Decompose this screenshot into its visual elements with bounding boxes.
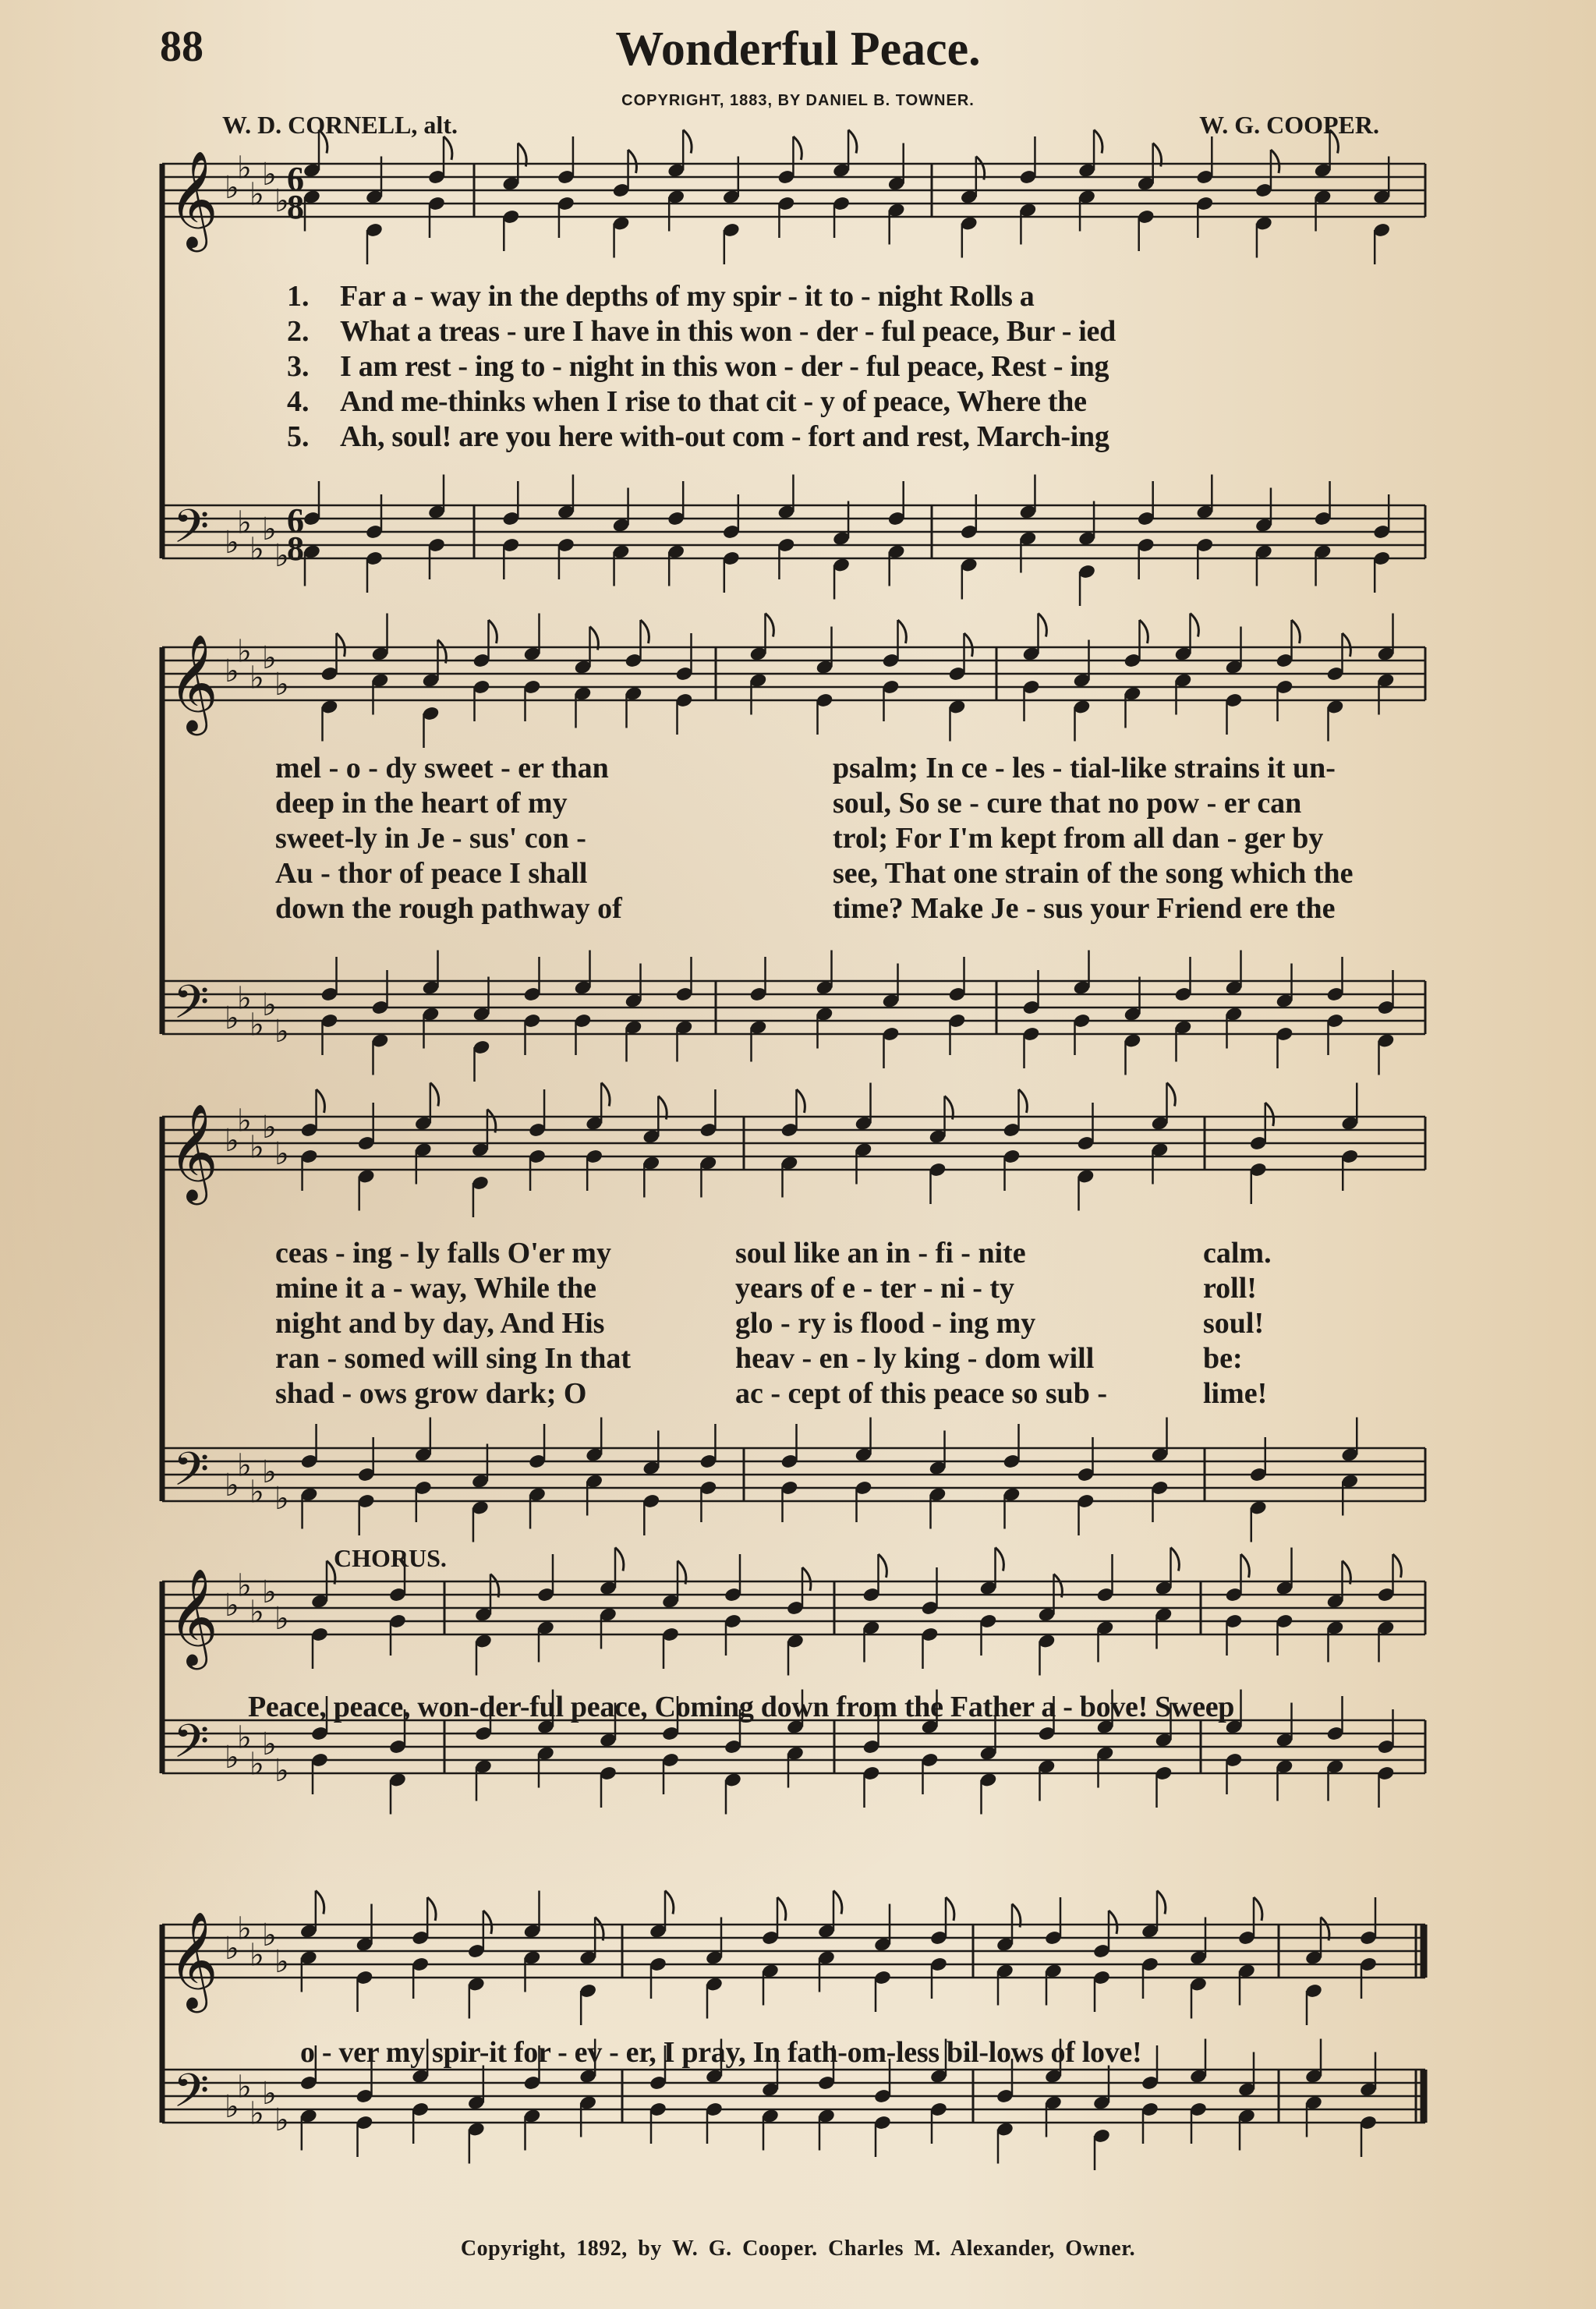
- verse-text: lime!: [1203, 1377, 1268, 1410]
- verse-line: [275, 821, 1390, 856]
- verse-text: sweet-ly in Je - sus' con -: [275, 822, 586, 855]
- flat-sign: ♭: [249, 1474, 264, 1510]
- verse-line: [287, 279, 1386, 314]
- note-flag: [1109, 1911, 1117, 1934]
- time-signature-bottom: 8: [287, 529, 304, 568]
- note-flag: [665, 1891, 674, 1914]
- lyricist: W. D. CORNELL, alt.: [222, 111, 458, 139]
- footer-copyright: Copyright, 1892, by W. G. Cooper. Charles M. Alexander, Owner.: [460, 2236, 1136, 2261]
- verse-number: 3.: [287, 350, 310, 383]
- flat-sign: ♭: [274, 2102, 289, 2138]
- note-flag: [848, 130, 857, 154]
- verse-text: down the rough pathway of: [275, 892, 622, 925]
- verse-line: [287, 420, 1386, 455]
- time-signature-bottom: 8: [287, 188, 304, 226]
- note-flag: [427, 1897, 436, 1921]
- note-flag: [766, 614, 774, 637]
- flat-sign: ♭: [225, 653, 239, 689]
- verse-line: [287, 349, 1386, 384]
- flat-sign: ♭: [249, 1937, 264, 1974]
- flat-sign: ♭: [237, 150, 252, 186]
- flat-sign: ♭: [225, 1468, 239, 1503]
- flat-sign: ♭: [249, 1594, 264, 1631]
- flat-sign: ♭: [274, 1601, 289, 1637]
- flat-sign: ♭: [262, 512, 277, 547]
- flat-sign: ♭: [225, 1000, 239, 1036]
- flat-sign: ♭: [249, 660, 264, 696]
- flat-sign: ♭: [274, 1481, 289, 1517]
- bass-clef: 𝄢: [173, 2063, 210, 2129]
- bass-clef: 𝄢: [173, 975, 210, 1040]
- verse-text: years of e - ter - ni - ty: [735, 1272, 1015, 1305]
- note-flag: [1094, 130, 1102, 154]
- note-flag: [601, 1083, 610, 1107]
- note-flag: [777, 1897, 786, 1921]
- note-flag: [833, 1891, 842, 1914]
- verse-text: Ah, soul! are you here with-out com - fort and rest, March-ing: [340, 420, 1109, 453]
- note-flag: [641, 620, 649, 643]
- note-flag: [1254, 1897, 1262, 1921]
- verse-text: I am rest - ing to - night in this won - der - ful peace, Rest - ing: [340, 350, 1109, 383]
- flat-sign: ♭: [225, 1740, 239, 1776]
- note-flag: [1241, 1554, 1250, 1578]
- verse-text: glo - ry is flood - ing my: [735, 1307, 1036, 1340]
- verse-text: ceas - ing - ly falls O'er my: [275, 1237, 611, 1270]
- flat-sign: ♭: [225, 2089, 239, 2125]
- verse-text: soul like an in - fi - nite: [735, 1237, 1026, 1270]
- flat-sign: ♭: [237, 1103, 252, 1139]
- verse-number: 5.: [287, 420, 310, 453]
- treble-clef: 𝄞: [168, 151, 218, 248]
- note-flag: [1393, 1554, 1402, 1578]
- note-flag: [1140, 620, 1148, 643]
- note-flag: [1265, 1103, 1274, 1126]
- verse-text: time? Make Je - sus your Friend ere the: [833, 892, 1336, 925]
- note-flag: [337, 633, 345, 657]
- note-flag: [802, 1567, 811, 1591]
- verse-text: heav - en - ly king - dom will: [735, 1342, 1095, 1375]
- flat-sign: ♭: [262, 1110, 277, 1146]
- flat-sign: ♭: [237, 1719, 252, 1756]
- note-flag: [628, 150, 637, 173]
- verse-text: soul, So se - cure that no pow - er can: [833, 787, 1302, 820]
- time-signature-top: 6: [287, 501, 304, 540]
- flat-sign: ♭: [249, 1007, 264, 1043]
- flat-sign: ♭: [262, 640, 277, 676]
- bass-clef: 𝄢: [173, 1714, 210, 1780]
- note-flag: [1330, 130, 1339, 154]
- note-flag: [879, 1554, 887, 1578]
- flat-sign: ♭: [249, 1746, 264, 1783]
- verse-text: night and by day, And His: [275, 1307, 605, 1340]
- flat-sign: ♭: [262, 1454, 277, 1490]
- flat-sign: ♭: [225, 1123, 239, 1159]
- flat-sign: ♭: [237, 633, 252, 670]
- verse-text: Au - thor of peace I shall: [275, 857, 588, 890]
- page-number: 88: [160, 23, 203, 71]
- note-flag: [683, 130, 692, 154]
- flat-sign: ♭: [262, 2076, 277, 2112]
- flat-sign: ♭: [274, 1136, 289, 1172]
- chorus-label: CHORUS.: [334, 1544, 447, 1572]
- flat-sign: ♭: [225, 1588, 239, 1624]
- flat-sign: ♭: [274, 1014, 289, 1050]
- note-flag: [319, 130, 327, 154]
- note-flag: [898, 620, 907, 643]
- verse-line: [275, 751, 1390, 786]
- note-flag: [1343, 633, 1351, 657]
- verses-system-3: [275, 1236, 1390, 1411]
- note-flag: [1157, 1891, 1166, 1914]
- note-flag: [615, 1548, 624, 1571]
- verse-text: ran - somed will sing In that: [275, 1342, 632, 1375]
- verse-text: soul!: [1203, 1307, 1265, 1340]
- note-flag: [317, 1089, 325, 1113]
- verse-number: 1.: [287, 280, 310, 313]
- flat-sign: ♭: [249, 531, 264, 568]
- note-flag: [964, 633, 973, 657]
- verse-line: [275, 1306, 1390, 1341]
- verse-line: [275, 1236, 1390, 1271]
- verse-text: roll!: [1203, 1272, 1257, 1305]
- note-flag: [797, 1089, 805, 1113]
- verse-line: [275, 1271, 1390, 1306]
- verse-line: [287, 384, 1386, 420]
- note-flag: [996, 1548, 1004, 1571]
- verse-text: trol; For I'm kept from all dan - ger by: [833, 822, 1324, 855]
- verse-line: [275, 786, 1390, 821]
- note-flag: [1171, 1548, 1180, 1571]
- note-flag: [444, 136, 452, 160]
- flat-sign: ♭: [249, 1129, 264, 1166]
- verse-text: calm.: [1203, 1237, 1272, 1270]
- flat-sign: ♭: [237, 505, 252, 541]
- treble-clef: 𝄞: [168, 1568, 218, 1666]
- flat-sign: ♭: [262, 987, 277, 1023]
- flat-sign: ♭: [237, 980, 252, 1017]
- verse-text: shad - ows grow dark; O: [275, 1377, 587, 1410]
- note-flag: [316, 1891, 324, 1914]
- verse-text: And me-thinks when I rise to that cit - y of peace, Where the: [340, 385, 1087, 418]
- flat-sign: ♭: [225, 1931, 239, 1967]
- verse-line: [275, 1376, 1390, 1411]
- verse-text: ac - cept of this peace so sub -: [735, 1377, 1108, 1410]
- copyright-top: COPYRIGHT, 1883, BY DANIEL B. TOWNER.: [621, 92, 975, 109]
- verse-number: 4.: [287, 385, 310, 418]
- flat-sign: ♭: [262, 157, 277, 193]
- flat-sign: ♭: [274, 667, 289, 703]
- verse-text: be:: [1203, 1342, 1243, 1375]
- note-flag: [489, 620, 497, 643]
- verse-text: mel - o - dy sweet - er than: [275, 752, 609, 784]
- flat-sign: ♭: [225, 170, 239, 206]
- note-flag: [1191, 614, 1199, 637]
- treble-clef: 𝄞: [168, 1103, 218, 1201]
- flat-sign: ♭: [249, 176, 264, 213]
- verse-text: psalm; In ce - les - tial-like strains it un-: [833, 752, 1336, 784]
- verse-text: Far a - way in the depths of my spir - it to - night Rolls a: [340, 280, 1035, 313]
- note-flag: [483, 1911, 492, 1934]
- bass-clef: 𝄢: [173, 499, 210, 565]
- note-flag: [1292, 620, 1301, 643]
- composer: W. G. COOPER.: [1199, 111, 1379, 139]
- flat-sign: ♭: [274, 1944, 289, 1980]
- treble-clef: 𝄞: [168, 634, 218, 731]
- verses-system-1: [287, 279, 1386, 455]
- note-flag: [1039, 614, 1047, 637]
- note-flag: [946, 1897, 954, 1921]
- time-signature-top: 6: [287, 160, 304, 198]
- verse-line: [287, 314, 1386, 349]
- verse-text: mine it a - way, While the: [275, 1272, 597, 1305]
- note-flag: [1167, 1083, 1176, 1107]
- flat-sign: ♭: [274, 538, 289, 574]
- verse-line: [275, 856, 1390, 891]
- note-flag: [793, 136, 802, 160]
- flat-sign: ♭: [262, 1726, 277, 1762]
- flat-sign: ♭: [237, 1567, 252, 1604]
- flat-sign: ♭: [262, 1574, 277, 1610]
- verse-text: deep in the heart of my: [275, 787, 568, 820]
- flat-sign: ♭: [237, 1911, 252, 1947]
- verse-line: [275, 1341, 1390, 1376]
- flat-sign: ♭: [274, 1753, 289, 1789]
- chorus-lyric-line-1: Peace, peace, won-der-ful peace, Coming down from the Father a - bove! Sweep: [248, 1691, 1235, 1723]
- flat-sign: ♭: [237, 2069, 252, 2105]
- chorus-lyric-line-2: o - ver my spir-it for - ev - er, I pray, In fath-om-less bil-lows of love!: [300, 2036, 1142, 2069]
- note-flag: [430, 1083, 439, 1107]
- flat-sign: ♭: [249, 2095, 264, 2132]
- flat-sign: ♭: [262, 1918, 277, 1953]
- verse-number: 2.: [287, 315, 310, 348]
- treble-clef: 𝄞: [168, 1911, 218, 2009]
- verses-system-2: [275, 751, 1390, 926]
- bass-clef: 𝄢: [173, 1442, 210, 1507]
- verse-text: What a treas - ure I have in this won - der - ful peace, Bur - ied: [340, 315, 1116, 348]
- flat-sign: ♭: [237, 1447, 252, 1484]
- flat-sign: ♭: [225, 525, 239, 561]
- flat-sign: ♭: [274, 183, 289, 219]
- verse-text: see, That one strain of the song which the: [833, 857, 1354, 890]
- note-flag: [1271, 150, 1279, 173]
- verse-line: [275, 891, 1390, 926]
- hymn-title: Wonderful Peace.: [615, 23, 981, 76]
- note-flag: [1019, 1089, 1028, 1113]
